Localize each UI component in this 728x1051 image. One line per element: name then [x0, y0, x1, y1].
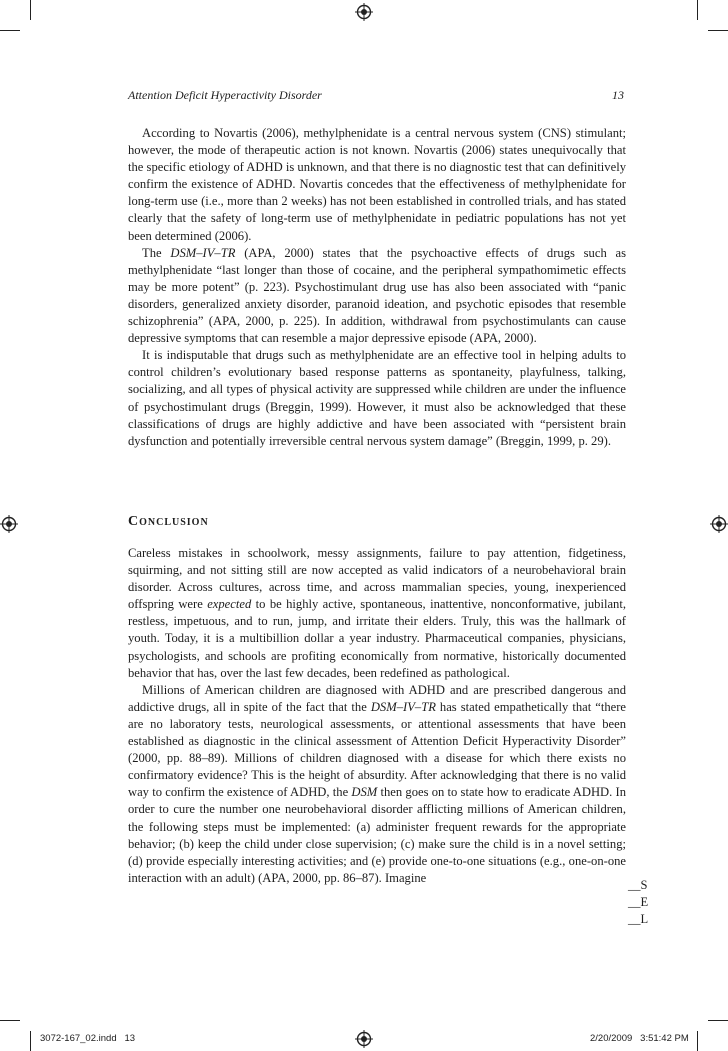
crop-mark — [30, 1031, 31, 1051]
slug-filename: 3072-167_02.indd 13 — [40, 1033, 136, 1044]
paragraph: Careless mistakes in schoolwork, messy assignments, failure to pay attention, fidgetiness, squirming, and not sitting still are now accepted as valid indicators of a neurobehavioral brain disorder. Across cultures, across time, and across mammalian species, young, inexperienced offspring were expected to be highly active, spontaneous, inattentive, nonconformative, jubilant, restless, impetuous, and to run, jump, and irritate their elders. Truly, this was the hallmark of youth. Today, it is a multibillion dollar a year industry. Pharmaceutical companies, physicians, psychologists, and schools are profiting economically from normative, historically documented behavior that has, over the last few decades, been redefined as pathological. — [128, 546, 626, 680]
paragraph: Millions of American children are diagnosed with ADHD and are prescribed dangerous and addictive drugs, all in spite of the fact that the DSM–IV–TR has stated empathetically that “there are no laboratory tests, neurological assessments, or attentional assessments that have been established as diagnostic in the clinical assessment of Attention Deficit Hyperactivity Disorder” (2000, pp. 88–89). Millions of children diagnosed with a disease for which there exists no confirmatory evidence? This is the height of absurdity. After acknowledging that there is no valid way to confirm the existence of ADHD, the DSM then goes on to state how to eradicate ADHD. In order to cure the number one neurobehavioral disorder afflicting millions of American children, the following steps must be implemented: (a) administer frequent rewards for the appropriate behavior; (b) keep the child under close supervision; (c) make sure the child is in a novel setting; (d) provide especially interesting activities; and (e) provide one-to-one situations (e.g., one-on-one interaction with an adult) (APA, 2000, pp. 86–87). Imagine — [128, 682, 627, 885]
crop-mark — [697, 0, 698, 20]
marker-l: __ L — [628, 911, 658, 928]
registration-target-icon — [710, 515, 728, 533]
page-number: 13 — [612, 88, 624, 102]
crop-mark — [0, 1020, 20, 1021]
paragraph: According to Novartis (2006), methylphenidate is a central nervous system (CNS) stimulant; however, the mode of therapeutic action is not known. Novartis (2006) states unequivocally that the specific etiology of ADHD is unknown, and that there is no diagnostic test that can definitively confirm the existence of ADHD. Novartis concedes that the effectiveness of methylphenidate for long-term use (i.e., more than 2 weeks) has not been established in controlled trials, and has stated clearly that the safety of long-term use of methylphenidate in pediatric populations has not yet been determined (2006). — [128, 126, 626, 243]
crop-mark — [708, 1020, 728, 1021]
crop-mark — [708, 30, 728, 31]
running-head: Attention Deficit Hyperactivity Disorder — [128, 88, 322, 102]
conclusion-text — [128, 545, 626, 887]
slug-timestamp: 2/20/2009 3:51:42 PM — [590, 1033, 689, 1044]
crop-mark — [0, 30, 20, 31]
registration-target-icon — [355, 1030, 373, 1048]
registration-target-icon — [355, 3, 373, 21]
line-markers — [628, 877, 658, 929]
paragraph: It is indisputable that drugs such as methylphenidate are an effective tool in helping adults to control children’s evolutionary based response patterns as spontaneity, playfulness, talking, socializing, and all types of physical activity are suppressed while children are under the influence of psychostimulant drugs (Breggin, 1999). However, it must also be acknowledged that these classifications of drugs are highly addictive and have been associated with “persistent brain dysfunction and potentially irreversible central nervous system damage” (Breggin, 1999, p. 29). — [128, 348, 626, 448]
marker-e: __ E — [628, 894, 658, 911]
crop-mark — [697, 1031, 698, 1051]
marker-s: __ S — [628, 877, 658, 894]
crop-mark — [30, 0, 31, 20]
section-heading: Conclusion — [128, 514, 209, 529]
body-text — [128, 125, 626, 450]
paragraph: The DSM–IV–TR (APA, 2000) states that the psychoactive effects of drugs such as methylphenidate “last longer than those of cocaine, and the peripheral sympathomimetic effects may be more potent” (p. 223). Psychostimulant drug use has also been associated with “panic disorders, generalized anxiety disorder, paranoid ideation, and psychotic episodes that resemble schizophrenia” (APA, 2000, p. 225). In addition, withdrawal from psychostimulants can cause depressive symptoms that can resemble a major depressive episode (APA, 2000). — [128, 245, 627, 346]
registration-target-icon — [0, 515, 18, 533]
